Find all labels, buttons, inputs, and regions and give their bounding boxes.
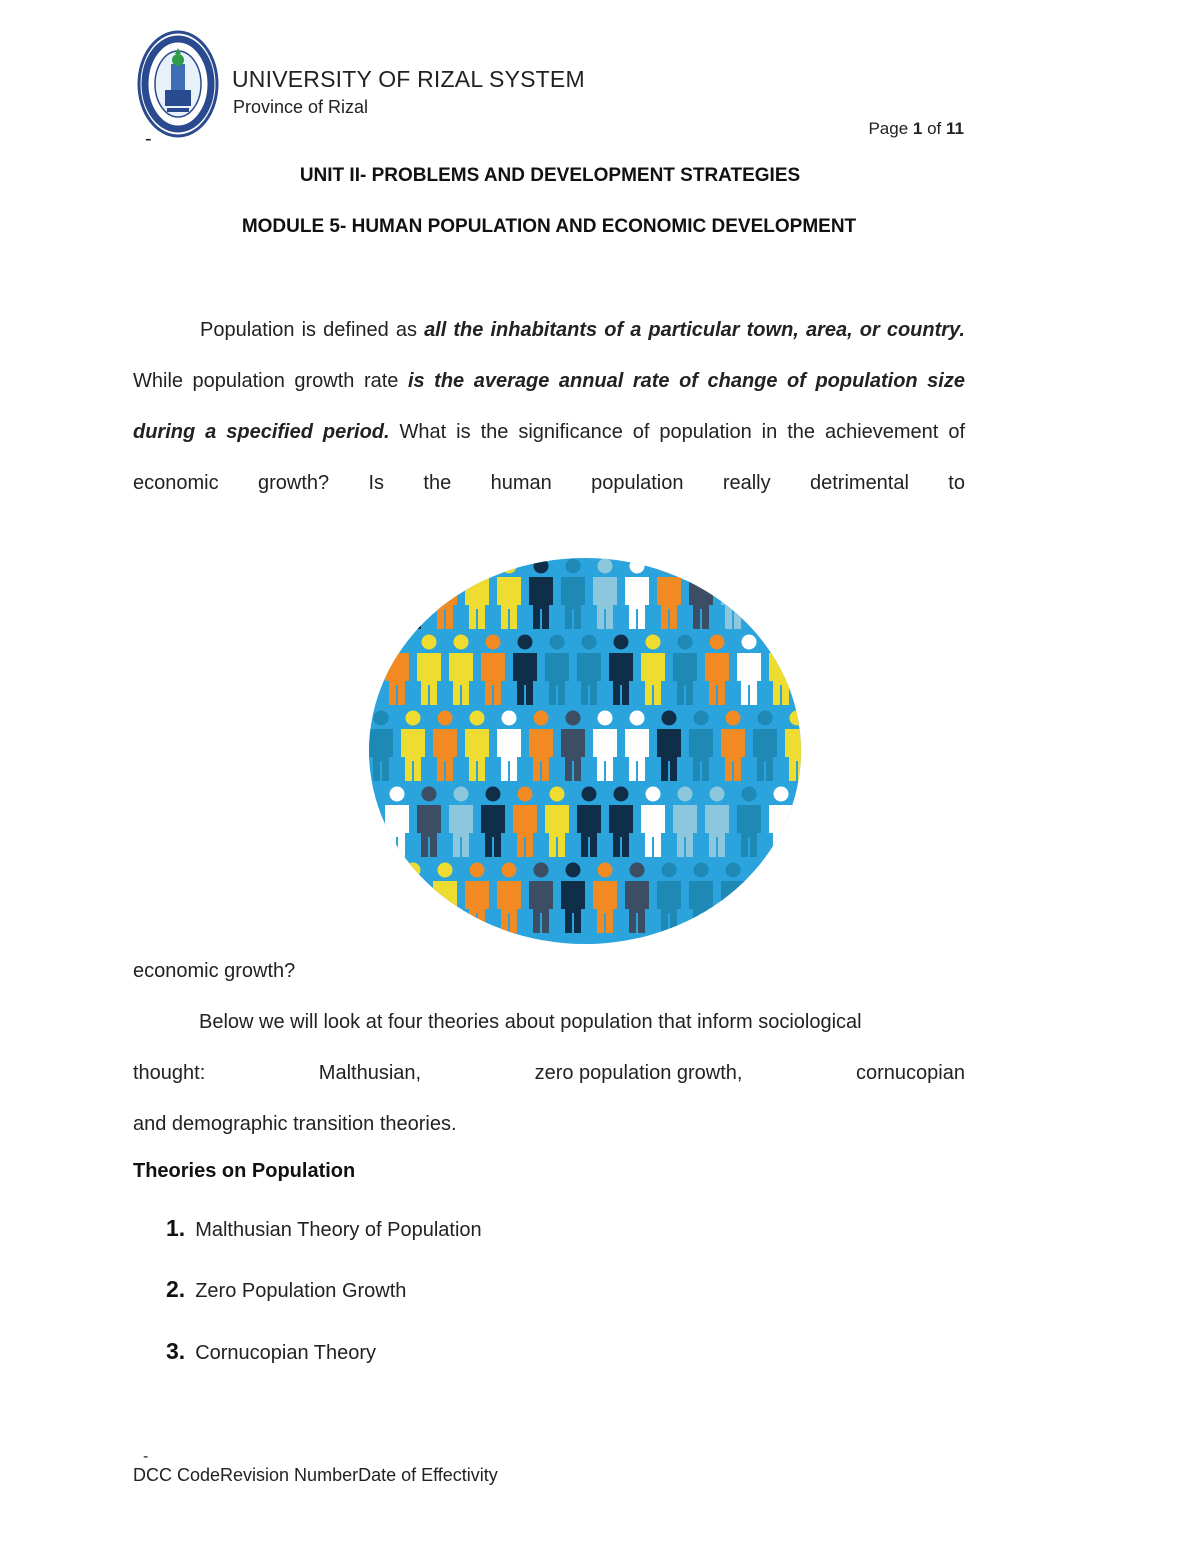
- footer-dash: -: [143, 1448, 149, 1465]
- header-dash: -: [145, 128, 152, 150]
- person-figure: [753, 559, 777, 630]
- page-number: [868, 119, 964, 139]
- person-figure: [369, 863, 393, 934]
- intro-line: and demographic transition theories.: [133, 1113, 457, 1135]
- list-number: 2.: [166, 1276, 186, 1302]
- paragraph-text: What is the significance of population in the achievement of economic growth? Is the human population really detrimental to: [133, 421, 965, 494]
- university-name: UNIVERSITY OF RIZAL SYSTEM: [232, 66, 585, 92]
- page-total: 11: [946, 119, 964, 138]
- page-current: 1: [912, 119, 923, 138]
- unit-title: UNIT II- PROBLEMS AND DEVELOPMENT STRATEGIES: [299, 165, 801, 186]
- university-seal-logo: [137, 30, 219, 138]
- person-figure: [369, 559, 393, 630]
- continuation-text: economic growth?: [133, 960, 296, 982]
- page-of: of: [927, 119, 942, 138]
- intro-line: Below we will look at four theories about population that inform sociological: [199, 1011, 862, 1033]
- person-figure: [785, 863, 801, 934]
- list-item: [166, 1276, 406, 1303]
- theories-heading: Theories on Population: [133, 1160, 356, 1182]
- intro-word: cornucopian: [856, 1062, 965, 1084]
- paragraph-text: Population is defined as: [200, 319, 425, 341]
- paragraph-text: While population growth rate: [133, 370, 408, 392]
- intro-line: [133, 1048, 965, 1099]
- intro-word: thought:: [133, 1062, 206, 1084]
- module-title: MODULE 5- HUMAN POPULATION AND ECONOMIC DEVELOPMENT: [241, 216, 857, 237]
- page-label: Page: [868, 119, 909, 138]
- intro-word: Malthusian,: [318, 1062, 422, 1084]
- list-item: [166, 1215, 482, 1242]
- person-figure: [785, 559, 801, 630]
- list-label: Malthusian Theory of Population: [195, 1219, 482, 1241]
- list-item: [166, 1338, 376, 1365]
- list-label: Zero Population Growth: [195, 1280, 407, 1302]
- definition-paragraph: [133, 305, 965, 560]
- population-illustration: [369, 558, 801, 944]
- emphasis-text: is the average annual rate of change of population size during a specified period.: [133, 370, 965, 443]
- person-figure: [401, 559, 425, 630]
- list-number: 3.: [166, 1338, 186, 1364]
- emphasis-text: all the inhabitants of a particular town, area, or country.: [424, 319, 965, 341]
- footer-text: DCC CodeRevision NumberDate of Effectivity: [133, 1465, 498, 1485]
- list-number: 1.: [166, 1215, 186, 1241]
- list-label: Cornucopian Theory: [195, 1342, 377, 1364]
- intro-word: zero population growth,: [534, 1062, 743, 1084]
- person-figure: [753, 863, 777, 934]
- person-figure: [369, 635, 377, 706]
- province-name: Province of Rizal: [233, 97, 369, 117]
- theories-intro-paragraph: [133, 997, 965, 1150]
